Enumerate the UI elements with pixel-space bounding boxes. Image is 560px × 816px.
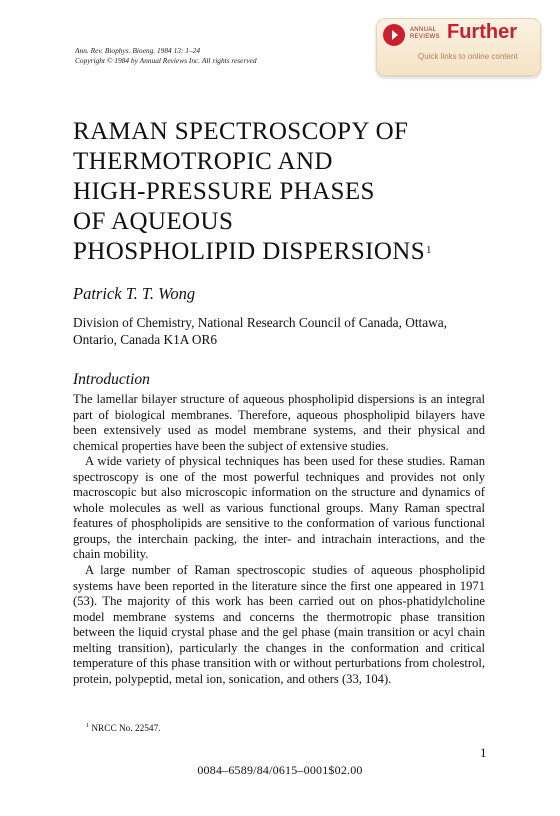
further-label: Further — [447, 21, 517, 43]
paragraph: A large number of Raman spectroscopic studies of aqueous phospholipid systems have been reported in the literature since the first one appeared in 1971 (53). The majority of this work has been carried out on phos-phatidylcholine model membrane systems and concerns the thermotropic phase transition between the liquid crystal phase and the gel phase (main transition or acyl chain melting transition), particularly the changes in the conformation and critical temperature of this phase transition with or without perturbations from cholestrol, protein, polypeptid, metal ion, sonication, and others (33, 104). — [73, 563, 485, 686]
further-links-badge[interactable] — [376, 18, 541, 76]
reviews-label: REVIEWS — [410, 34, 440, 40]
copyright-line: Copyright © 1984 by Annual Reviews Inc. All rights reserved — [75, 56, 257, 65]
annual-reviews-label — [410, 27, 440, 41]
title-line-3: HIGH-PRESSURE PHASES — [73, 178, 375, 205]
journal-citation — [75, 46, 257, 66]
journal-line: Ann. Rev. Biophys. Bioeng. 1984 13: 1–24 — [75, 46, 201, 55]
section-heading: Introduction — [73, 371, 150, 388]
paragraph: The lamellar bilayer structure of aqueous phospholipid dispersions is an integral part of biological membranes. Therefore, aqueous phospholipid bilayers have been extensively used as model membrane systems, and their physical and chemical properties have been the subject of extensive studies. — [73, 392, 485, 453]
article-title — [73, 117, 432, 267]
page-number: 1 — [480, 745, 487, 760]
price-code: 0084–6589/84/0615–0001$02.00 — [197, 763, 363, 777]
title-line-4: OF AQUEOUS — [73, 208, 234, 235]
title-footnote-mark: 1 — [426, 244, 432, 256]
title-line-2: THERMOTROPIC AND — [73, 148, 333, 175]
author-affiliation: Division of Chemistry, National Research Council of Canada, Ottawa, Ontario, Canada K1A OR6 — [73, 315, 447, 347]
play-icon — [383, 24, 405, 46]
footnote — [86, 723, 161, 734]
further-subtitle: Quick links to online content — [418, 52, 518, 61]
title-line-5 — [73, 237, 432, 267]
annual-label: ANNUAL — [410, 27, 437, 33]
title-line-1: RAMAN SPECTROSCOPY OF — [73, 118, 409, 145]
title-line-5-text: PHOSPHOLIPID DISPERSIONS — [73, 238, 426, 265]
author-name: Patrick T. T. Wong — [73, 284, 196, 303]
footnote-mark: 1 — [86, 723, 89, 729]
paragraph: A wide variety of physical techniques has been used for these studies. Raman spectroscopy is one of the most powerful techniques and provides not only macroscopic but also microscopic information on the structure and dynamics of whole molecules as well as various functional groups. Many Raman spectral features of phospholipids are sensitive to the conformation of various functional groups, the interchain packing, the inter- and intrachain interactions, and the chain mobility. — [73, 454, 485, 562]
body-text — [73, 392, 485, 687]
footnote-text: NRCC No. 22547. — [89, 724, 161, 735]
